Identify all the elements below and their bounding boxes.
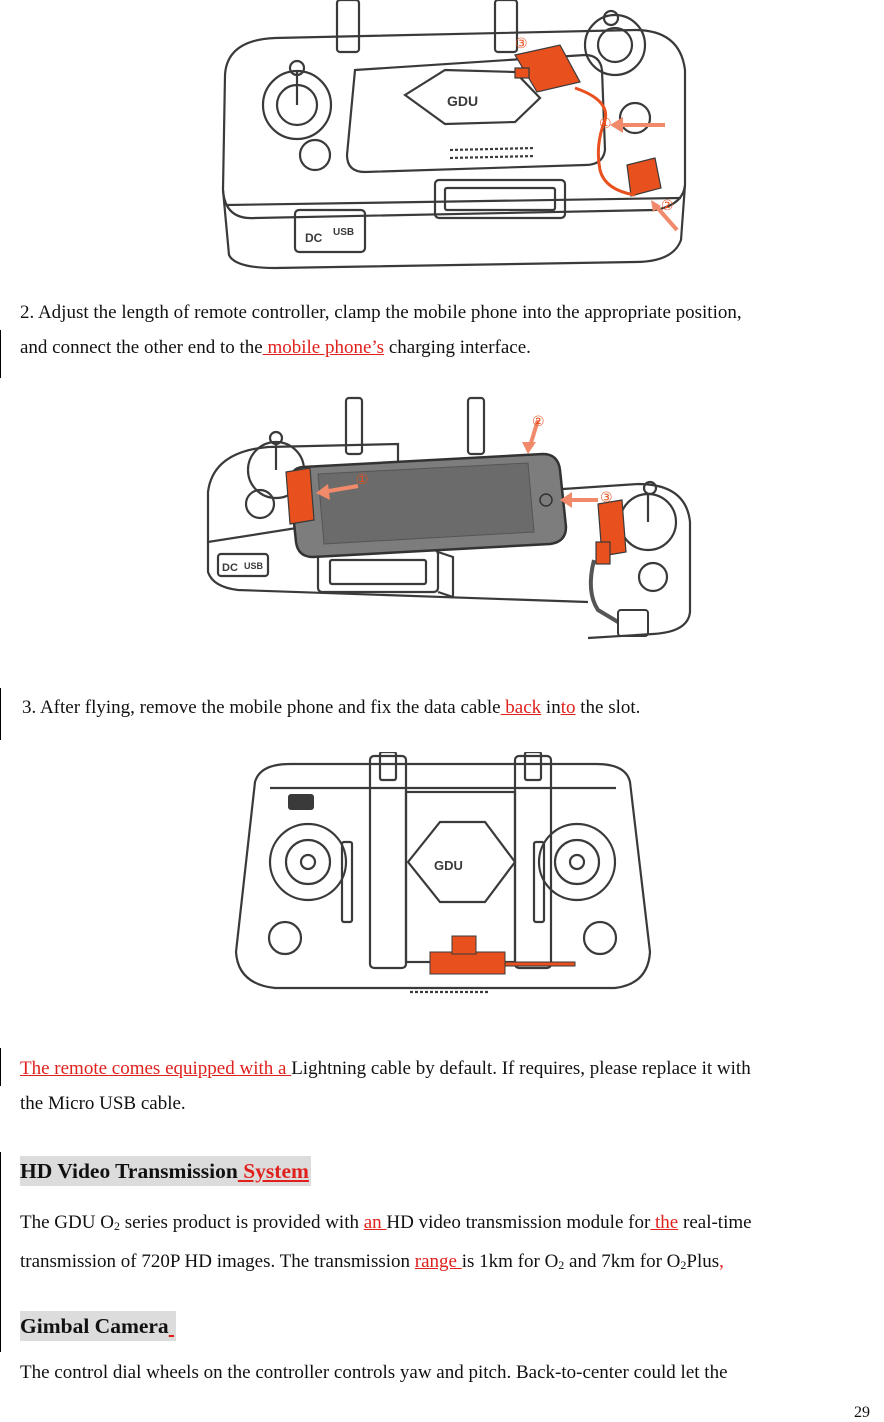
hd-sub-1: 2 bbox=[113, 1219, 120, 1233]
hd-text-6: is 1km for O bbox=[461, 1251, 559, 1272]
revision-bar bbox=[0, 688, 1, 740]
step-3-inserted-to: to bbox=[560, 697, 576, 718]
gimbal-camera-heading bbox=[20, 1311, 176, 1341]
hd-inserted-comma: , bbox=[719, 1251, 724, 1272]
gimbal-heading-inserted bbox=[169, 1314, 174, 1338]
step-3-paragraph bbox=[22, 690, 872, 725]
figure-1-controller-cable-connection bbox=[215, 0, 695, 272]
hd-text-7: and 7km for O bbox=[564, 1251, 681, 1272]
hd-text-4: real-time bbox=[678, 1212, 752, 1233]
revision-bar bbox=[0, 1048, 1, 1086]
note-text-line-2: the Micro USB cable. bbox=[20, 1093, 186, 1114]
hd-inserted-an: an bbox=[363, 1212, 387, 1233]
revision-bar bbox=[0, 330, 1, 378]
step-2-paragraph bbox=[20, 295, 870, 365]
page-number: 29 bbox=[854, 1404, 870, 1421]
figure-3-brand: GDU bbox=[434, 858, 463, 873]
figure-1-callout-1: ① bbox=[599, 116, 612, 132]
figure-1-callout-2: ② bbox=[661, 198, 674, 214]
figure-2-dc-label: DC bbox=[222, 562, 238, 574]
hd-heading-text: HD Video Transmission bbox=[20, 1159, 238, 1183]
figure-2-callout-1: ① bbox=[356, 472, 369, 488]
figure-3-cable-stowed bbox=[230, 752, 656, 1000]
step-2-line-2a: and connect the other end to the bbox=[20, 337, 263, 358]
step-2-line-1: 2. Adjust the length of remote controller, clamp the mobile phone into the appropriate position, bbox=[20, 302, 742, 323]
note-inserted-text: The remote comes equipped with a bbox=[20, 1058, 292, 1079]
figure-2-usb-label: USB bbox=[244, 561, 264, 571]
figure-2-callout-3: ③ bbox=[600, 490, 613, 506]
step-2-line-2b: charging interface. bbox=[384, 337, 531, 358]
hd-paragraph bbox=[20, 1205, 870, 1283]
hd-text-2: series product is provided with bbox=[119, 1212, 364, 1233]
figure-1-dc-label: DC bbox=[305, 231, 323, 245]
hd-inserted-range: range bbox=[414, 1251, 462, 1272]
revision-bar bbox=[0, 1152, 1, 1352]
figure-1-brand: GDU bbox=[447, 93, 479, 109]
figure-2-callout-2: ② bbox=[532, 414, 545, 430]
step-3-text-b: in bbox=[541, 697, 561, 718]
step-3-inserted-back: back bbox=[500, 697, 542, 718]
hd-text-1: The GDU O bbox=[20, 1212, 114, 1233]
step-2-inserted-text: mobile phone’s bbox=[262, 337, 385, 358]
step-3-text-a: 3. After flying, remove the mobile phone and fix the data cable bbox=[22, 697, 501, 718]
gimbal-heading-text: Gimbal Camera bbox=[20, 1314, 169, 1338]
gimbal-text: The control dial wheels on the controller controls yaw and pitch. Back-to-center could let the bbox=[20, 1362, 728, 1383]
hd-text-3: HD video transmission module for bbox=[386, 1212, 651, 1233]
gimbal-paragraph bbox=[20, 1355, 870, 1390]
note-paragraph bbox=[20, 1051, 870, 1121]
figure-1-callout-3: ③ bbox=[515, 36, 528, 52]
hd-inserted-the: the bbox=[650, 1212, 679, 1233]
step-3-text-c: the slot. bbox=[575, 697, 641, 718]
note-text-a: Lightning cable by default. If requires, please replace it with bbox=[291, 1058, 751, 1079]
hd-sub-3: 2 bbox=[680, 1258, 687, 1272]
hd-sub-2: 2 bbox=[558, 1258, 565, 1272]
figure-2-phone-mounting bbox=[198, 392, 698, 654]
hd-text-8: Plus bbox=[686, 1251, 720, 1272]
hd-video-transmission-heading bbox=[20, 1156, 311, 1186]
hd-text-5: transmission of 720P HD images. The transmission bbox=[20, 1251, 415, 1272]
hd-heading-inserted: System bbox=[237, 1159, 309, 1183]
figure-1-usb-label: USB bbox=[333, 227, 355, 238]
